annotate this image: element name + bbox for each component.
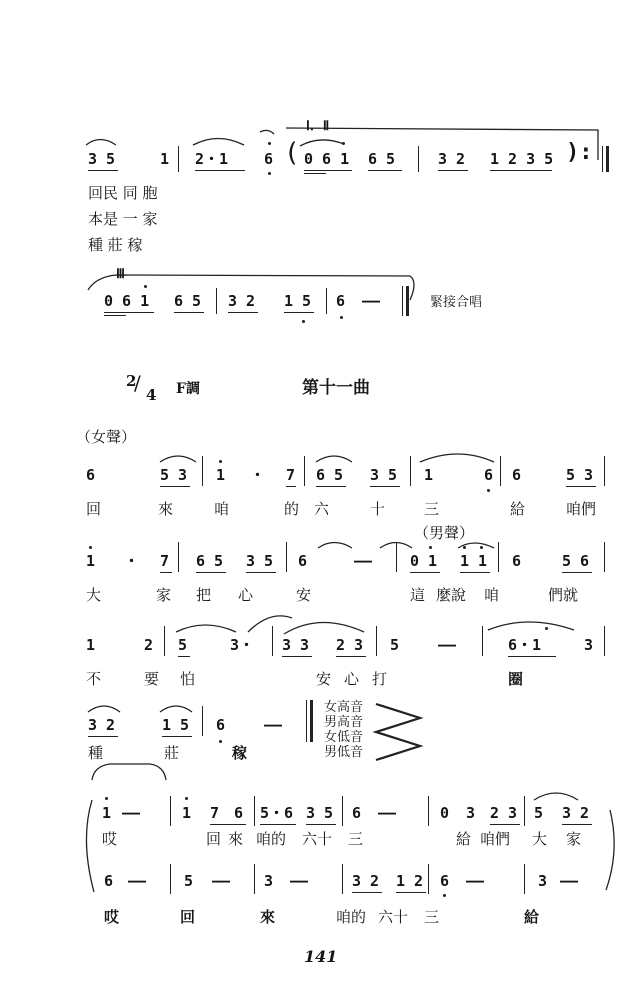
note: 0 6 1 — [304, 150, 350, 168]
note: 5 3 — [160, 466, 188, 484]
barline — [178, 542, 179, 572]
lyric: 咱的 — [256, 830, 287, 848]
lyric: 莊 — [164, 744, 180, 762]
lyric: 怕 — [180, 670, 196, 688]
barline — [524, 864, 525, 894]
note: 5 — [178, 636, 188, 654]
note: 6 — [352, 804, 362, 822]
barline — [286, 542, 287, 572]
lyric: 家 — [156, 586, 172, 604]
note: 1 1 — [460, 552, 488, 570]
lyric: 這 — [410, 586, 426, 604]
note: 3 2 — [228, 292, 256, 310]
voice-part: 女高音 — [324, 700, 364, 715]
lyric: 把 — [196, 586, 212, 604]
barline — [326, 288, 327, 314]
underline — [562, 824, 592, 825]
barline — [428, 796, 429, 826]
lyric: 種 — [88, 744, 104, 762]
dot — [443, 894, 446, 897]
lyric: 三 — [424, 500, 440, 518]
dot — [342, 142, 345, 145]
note: 1 — [86, 636, 96, 654]
note: 3 2 — [562, 804, 590, 822]
underline — [160, 572, 172, 573]
note: 6 — [104, 872, 114, 890]
lyric: 回 — [180, 908, 196, 926]
underline — [88, 736, 118, 737]
voice-part: 男高音 — [324, 715, 364, 730]
underline — [562, 572, 592, 573]
barline — [604, 542, 605, 572]
note: 3 5 — [88, 150, 116, 168]
note: 6 5 — [368, 150, 396, 168]
lyric: 安 — [316, 670, 332, 688]
underline — [284, 312, 314, 313]
barline — [500, 456, 501, 486]
dot — [480, 546, 483, 549]
lyric: 大 — [532, 830, 548, 848]
note: 3 — [466, 804, 476, 822]
time-signature-slash: / — [134, 371, 141, 395]
lyric: 咱 — [214, 500, 230, 518]
lyric: 安 — [296, 586, 312, 604]
barline — [310, 700, 313, 742]
barline — [406, 286, 409, 316]
underline — [104, 315, 126, 316]
underline — [370, 486, 400, 487]
note: 5 6 — [562, 552, 590, 570]
underline — [304, 170, 352, 171]
lyric: 心 — [238, 586, 254, 604]
note: 1 2 — [396, 872, 424, 890]
barline — [216, 288, 217, 314]
note: —— — [264, 716, 283, 734]
note: —— — [128, 872, 147, 890]
underline — [460, 572, 490, 573]
lyric: 不 — [86, 670, 102, 688]
lyric: 回 — [86, 500, 102, 518]
lyric: 家 — [566, 830, 582, 848]
underline — [490, 170, 552, 171]
lyric: 給 — [456, 830, 472, 848]
note: 7 — [286, 466, 296, 484]
note: 2 — [144, 636, 154, 654]
note: 5・6 — [260, 804, 294, 822]
note: 2 3 — [490, 804, 518, 822]
note: 6 — [298, 552, 308, 570]
voice-label: （女聲） — [76, 428, 137, 446]
note: 6 — [216, 716, 226, 734]
note: 3・ — [230, 636, 255, 654]
barline — [272, 626, 273, 656]
underline — [228, 312, 258, 313]
note: 5 3 — [566, 466, 594, 484]
barline — [604, 626, 605, 656]
barline — [342, 796, 343, 826]
barline — [178, 146, 179, 172]
underline — [490, 824, 520, 825]
barline — [606, 146, 609, 172]
lyric: 六十 — [302, 830, 333, 848]
underline — [316, 486, 346, 487]
barline — [342, 864, 343, 894]
underline — [88, 170, 118, 171]
barline — [498, 542, 499, 572]
note: 6 — [264, 150, 274, 168]
lyric: 的 — [284, 500, 300, 518]
note: 6 5 — [196, 552, 224, 570]
lyric: 給 — [524, 908, 540, 926]
underline — [352, 892, 382, 893]
note: —— — [466, 872, 485, 890]
lyric: 本是 一 家 — [88, 210, 158, 228]
note: 1 — [86, 552, 96, 570]
note: —— — [212, 872, 231, 890]
note: 5 — [390, 636, 400, 654]
note: —— — [378, 804, 397, 822]
note: 5 — [534, 804, 544, 822]
note: 6 — [336, 292, 346, 310]
voice-part: 女低音 — [324, 730, 364, 745]
voice-part: 男低音 — [324, 745, 364, 760]
note: 6 — [512, 466, 522, 484]
key-signature: F調 — [176, 381, 200, 397]
note: 6 — [234, 804, 244, 822]
barline — [254, 796, 255, 826]
note: 6 5 — [316, 466, 344, 484]
underline — [438, 170, 468, 171]
note: —— — [560, 872, 579, 890]
note: —— — [122, 804, 141, 822]
underline — [104, 312, 154, 313]
underline — [304, 173, 326, 174]
lyric: 回民 同 胞 — [88, 184, 158, 202]
lyric: 稼 — [232, 744, 248, 762]
dot — [219, 460, 222, 463]
lyric: 種 莊 稼 — [88, 236, 143, 254]
underline — [246, 572, 276, 573]
note: ・ — [124, 552, 140, 570]
lyric: 咱們 — [480, 830, 511, 848]
lyric: 心 — [344, 670, 360, 688]
lyric: 給 — [510, 500, 526, 518]
note: 6 5 — [174, 292, 202, 310]
barline — [524, 796, 525, 826]
barline — [396, 542, 397, 572]
song-title: 第十一曲 — [302, 378, 370, 398]
dot — [487, 489, 490, 492]
dot — [219, 740, 222, 743]
lyric: 咱們 — [566, 500, 597, 518]
underline — [162, 736, 192, 737]
repeat-sign: ): — [566, 140, 593, 165]
note: 0 — [440, 804, 450, 822]
underline — [336, 656, 366, 657]
barline — [402, 286, 403, 316]
lyric: 圈 — [508, 670, 524, 688]
lyric: 哎 — [102, 830, 118, 848]
dot — [429, 546, 432, 549]
barline — [304, 456, 305, 486]
barline — [202, 706, 203, 736]
voice-label: （男聲） — [414, 524, 475, 542]
dot — [545, 627, 548, 630]
barline — [202, 456, 203, 486]
note: 3 — [584, 636, 594, 654]
time-signature-denominator: 4 — [146, 386, 157, 404]
note: 2・1 — [195, 150, 229, 168]
underline — [286, 486, 296, 487]
page-number: 141 — [304, 947, 338, 966]
dot — [185, 797, 188, 800]
time-signature-numerator: 2 — [126, 372, 137, 390]
note: 1 — [216, 466, 226, 484]
lyric: 咱 — [484, 586, 500, 604]
underline — [396, 892, 426, 893]
lyric: 三 — [348, 830, 364, 848]
underline — [282, 656, 312, 657]
dot — [89, 546, 92, 549]
note: —— — [438, 636, 457, 654]
barline — [602, 146, 603, 172]
note: 3 3 — [282, 636, 310, 654]
barline — [254, 864, 255, 894]
underline — [210, 824, 246, 825]
note: 1 2 3 5 — [490, 150, 554, 168]
note: —— — [290, 872, 309, 890]
note: 6 — [440, 872, 450, 890]
note: 7 — [210, 804, 220, 822]
lyric: 十 — [370, 500, 386, 518]
lyric: 大 — [86, 586, 102, 604]
note: 6 — [512, 552, 522, 570]
underline — [566, 486, 596, 487]
note: 1 5 — [284, 292, 312, 310]
volta-label: Ⅰ．Ⅱ — [306, 119, 330, 134]
note: 1 5 — [162, 716, 190, 734]
note: —— — [354, 552, 373, 570]
lyric: 咱的 — [336, 908, 367, 926]
note: 6 — [86, 466, 96, 484]
note: 3 2 — [88, 716, 116, 734]
barline — [604, 456, 605, 486]
voice-zigzag-icon — [370, 700, 430, 764]
note: 1 — [424, 466, 434, 484]
dot — [268, 172, 271, 175]
barline — [306, 700, 307, 742]
lyric: 要 — [144, 670, 160, 688]
underline — [160, 486, 190, 487]
lyric: 打 — [372, 670, 388, 688]
barline — [410, 456, 411, 486]
note: 3 — [538, 872, 548, 890]
lyric: 回 — [206, 830, 222, 848]
barline — [482, 626, 483, 656]
barline — [164, 626, 165, 656]
dot — [340, 316, 343, 319]
lyric: 三 — [424, 908, 440, 926]
barline — [170, 796, 171, 826]
note: 3 5 — [306, 804, 334, 822]
note: 6・1 — [508, 636, 542, 654]
underline — [178, 656, 190, 657]
dot — [268, 142, 271, 145]
lyric: 六 — [314, 500, 330, 518]
barline — [428, 864, 429, 894]
dot — [105, 797, 108, 800]
dot — [144, 285, 147, 288]
note: 6 — [484, 466, 494, 484]
note: 0 6 1 — [104, 292, 150, 310]
lyric: 來 — [260, 908, 276, 926]
barline — [170, 864, 171, 894]
note: 2 3 — [336, 636, 364, 654]
lyric: 來 — [228, 830, 244, 848]
note: 3 — [264, 872, 274, 890]
underline — [195, 170, 245, 171]
note: 3 5 — [246, 552, 274, 570]
underline — [368, 170, 402, 171]
volta3-label: Ⅲ — [116, 267, 125, 282]
note: 5 — [184, 872, 194, 890]
ending-instruction: 緊接合唱 — [430, 295, 483, 310]
note: 7 — [160, 552, 170, 570]
note: —— — [362, 292, 381, 310]
note: 0 1 — [410, 552, 438, 570]
lyric: 哎 — [104, 908, 120, 926]
underline — [196, 572, 226, 573]
dot — [463, 546, 466, 549]
note: 3 2 — [352, 872, 380, 890]
underline — [508, 656, 556, 657]
underline — [260, 824, 296, 825]
note: 1 — [182, 804, 192, 822]
note: 1 — [102, 804, 112, 822]
lyric: 六十 — [378, 908, 409, 926]
note: ・ — [250, 466, 266, 484]
barline — [376, 626, 377, 656]
note: 3 5 — [370, 466, 398, 484]
lyric: 來 — [158, 500, 174, 518]
barline — [418, 146, 419, 172]
lyric: 們就 — [548, 586, 579, 604]
underline — [174, 312, 204, 313]
dot — [302, 320, 305, 323]
underline — [410, 572, 440, 573]
note: 1 — [160, 150, 170, 168]
underline — [306, 824, 336, 825]
note: 3 2 — [438, 150, 466, 168]
open-paren: ( — [284, 138, 300, 168]
lyric: 麼說 — [436, 586, 467, 604]
